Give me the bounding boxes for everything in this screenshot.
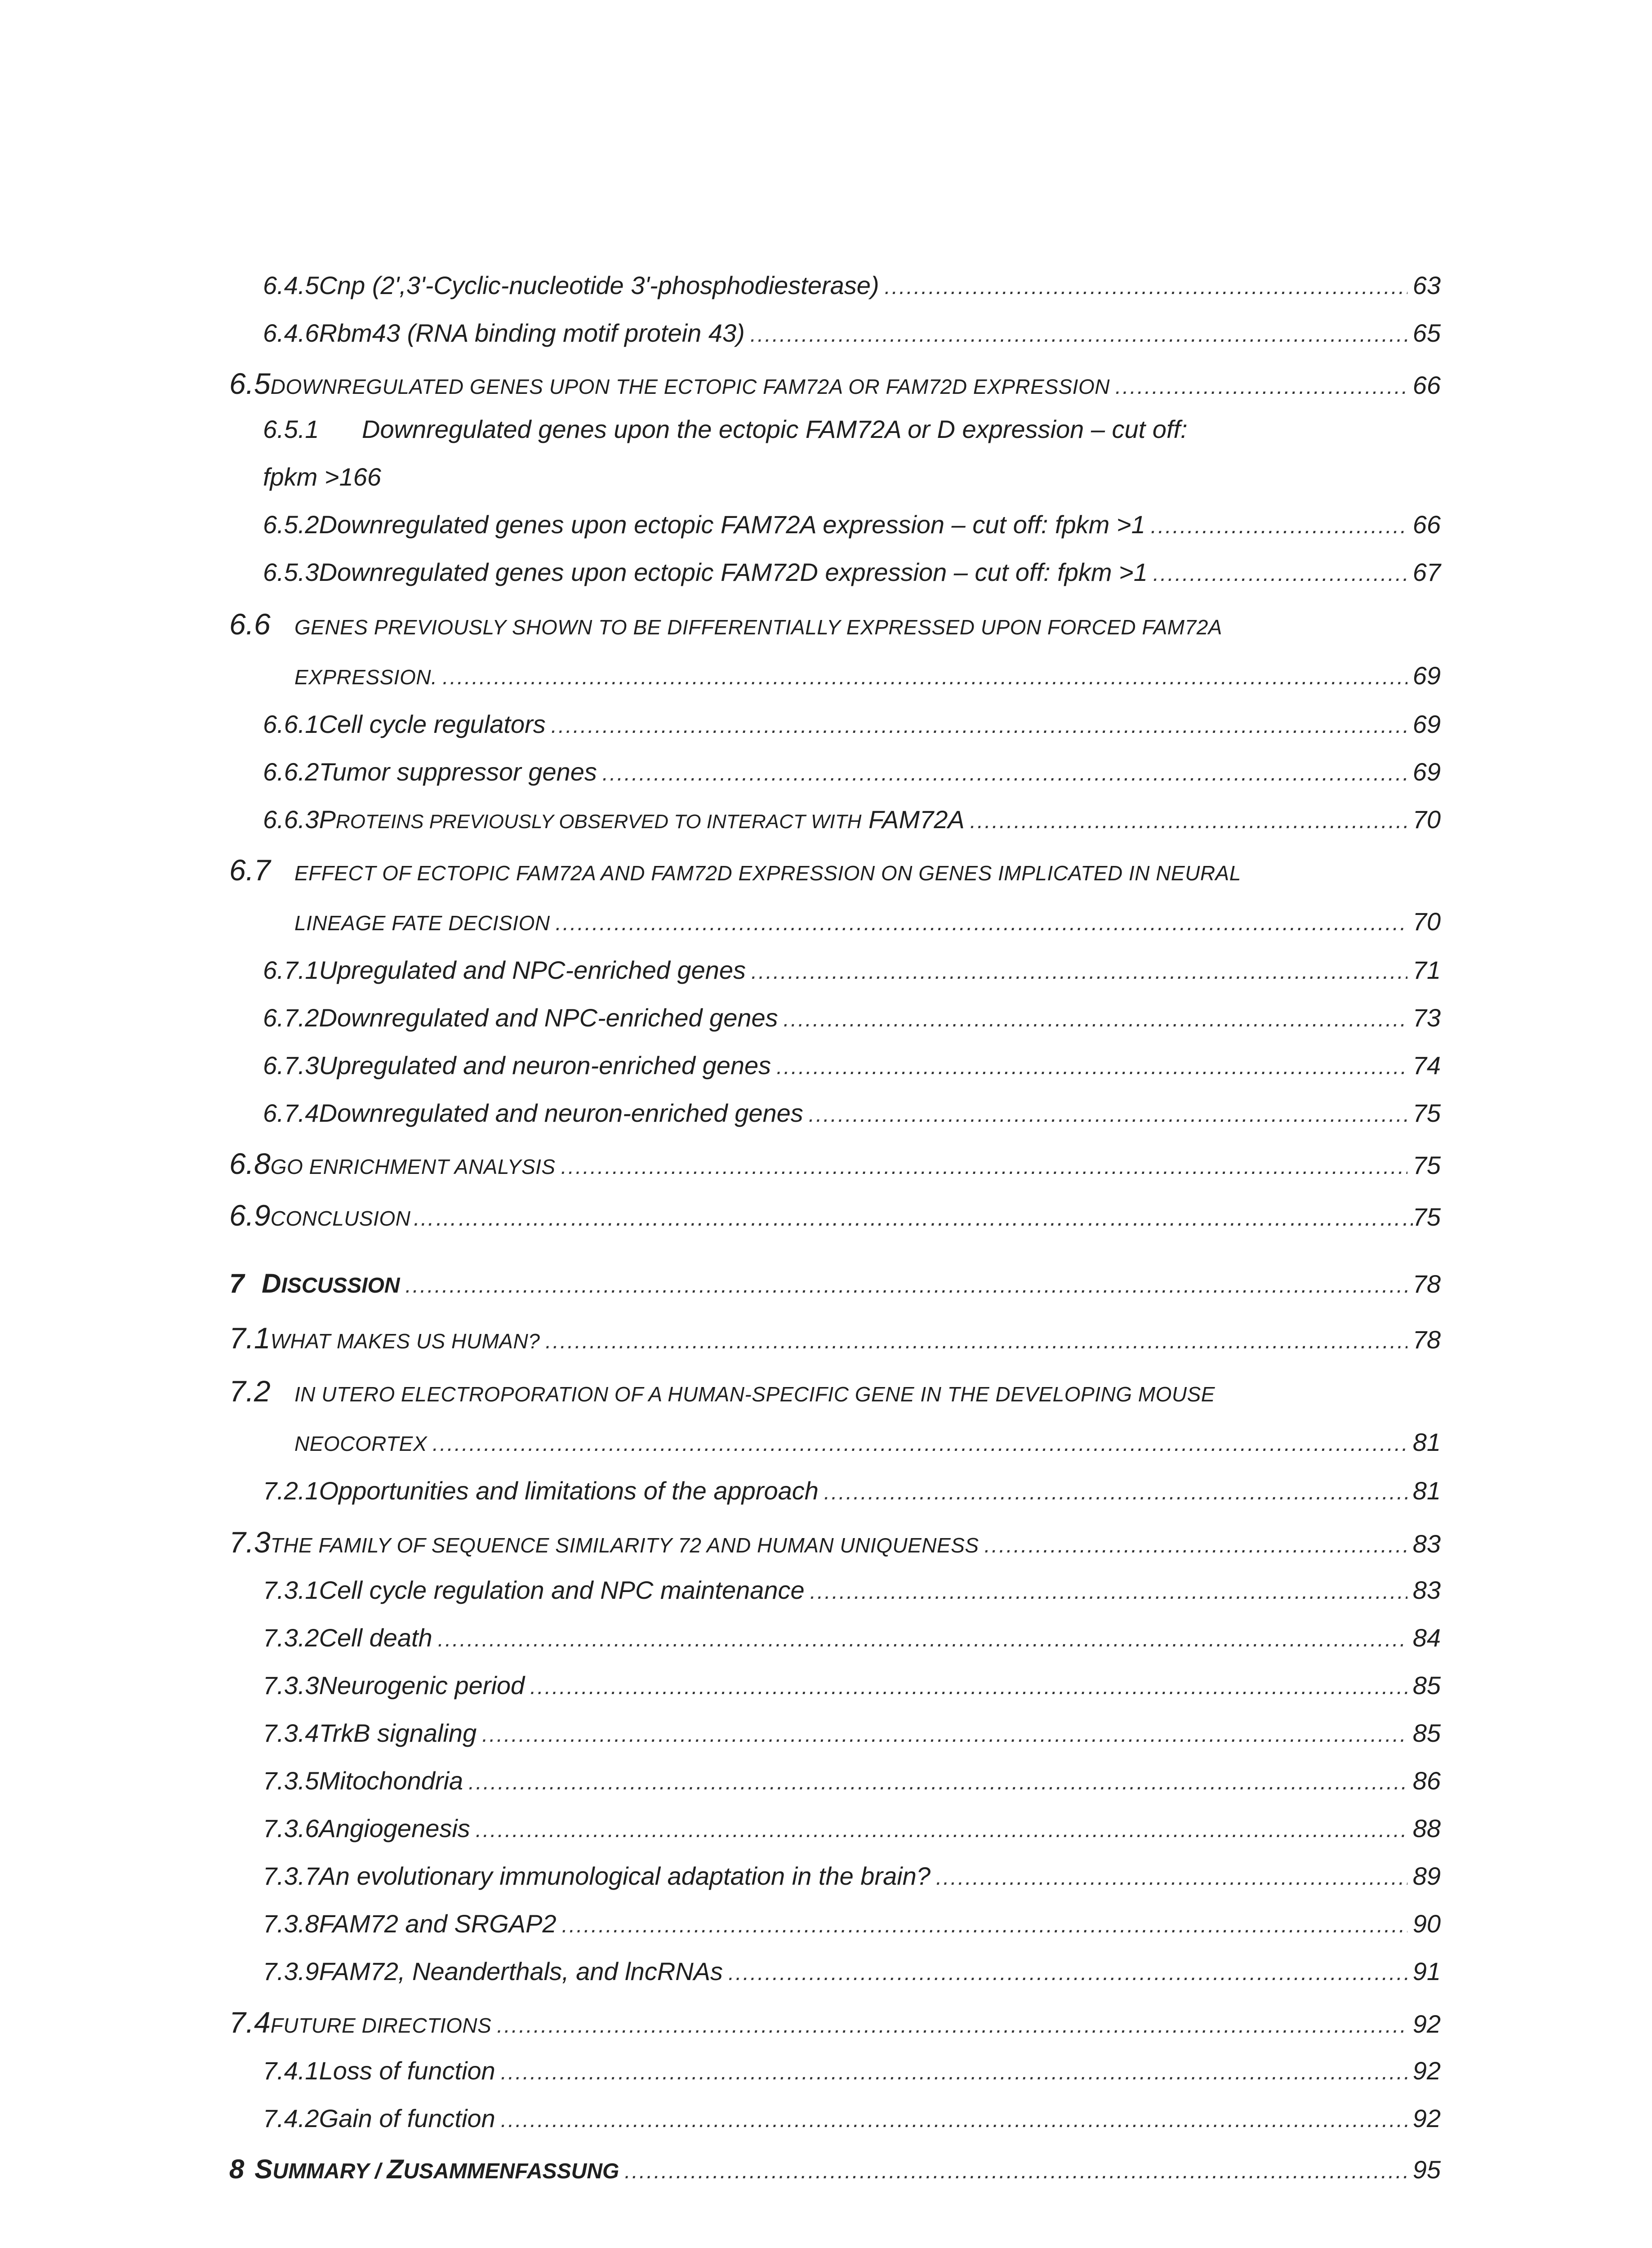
toc-entry-number: 7.2 [229,1374,271,1408]
toc-entry[interactable] [229,1525,1441,1559]
toc-entry[interactable] [263,1957,1441,1986]
toc-entry[interactable] [263,510,1441,539]
toc-entry-page: 69 [1412,661,1441,690]
dot-leader [970,809,1407,834]
toc-entry-number: 6.6 [229,607,271,641]
toc-entry-continuation [294,1427,1441,1457]
toc-entry-number: 7.4 [229,2006,271,2039]
toc-entry-page: 66 [1412,371,1441,399]
toc-entry-number: 6.7.4 [263,1099,319,1127]
toc-entry-number: 6.5.2 [263,510,319,539]
dot-leader [438,1627,1407,1652]
toc-chapter-title: DISCUSSION [262,1268,400,1298]
toc-entry-title: PROTEINS PREVIOUSLY OBSERVED TO INTERACT WITH FAM72A [319,805,965,834]
toc-entry[interactable] [263,805,1441,834]
toc-entry-title: Neurogenic period [319,1671,525,1699]
toc-entry[interactable] [229,366,1441,401]
toc-entry[interactable] [263,955,1441,985]
toc-entry[interactable] [263,271,1441,300]
toc-entry-page: 89 [1412,1862,1441,1890]
toc-entry-page: 69 [1412,710,1441,738]
toc-entry[interactable] [263,1623,1441,1652]
toc-entry-title: Mitochondria [319,1766,463,1795]
dot-leader [556,911,1407,936]
toc-entry[interactable] [263,1861,1441,1891]
dot-leader [501,2060,1407,2085]
dot-leader [442,665,1407,690]
toc-entry-page: 67 [1412,558,1441,586]
toc-entry-title: GENES PREVIOUSLY SHOWN TO BE DIFFERENTIALLY EXPRESSED UPON FORCED FAM72A [294,616,1222,639]
toc-entry-number: 7.3.9 [263,1957,319,1985]
toc-entry-title: WHAT MAKES US HUMAN? [270,1329,540,1353]
toc-entry-page: 70 [1412,907,1441,936]
toc-entry-page: 65 [1412,319,1441,347]
toc-entry-number: 7.3.4 [263,1719,319,1747]
dot-leader [405,1273,1407,1298]
toc-entry-number: 6.7.3 [263,1051,319,1079]
toc-entry-page: 75 [1412,1151,1441,1179]
dot-leader [1115,375,1407,399]
toc-entry-title: EFFECT OF ECTOPIC FAM72A AND FAM72D EXPRESSION ON GENES IMPLICATED IN NEURAL [294,861,1241,885]
toc-entry[interactable] [263,1718,1441,1748]
toc-entry-page: 85 [1412,1719,1441,1747]
toc-entry-page: 88 [1412,1814,1441,1842]
toc-entry-title: Opportunities and limitations of the approach [319,1476,819,1505]
dot-leader [728,1961,1407,1985]
toc-entry[interactable] [229,607,1222,641]
dot-leader [551,714,1407,738]
toc-entry-continuation [263,462,381,491]
dot-leader [784,1007,1407,1032]
toc-entry-page: 71 [1412,956,1441,984]
toc-entry-continuation [294,661,1441,690]
toc-entry[interactable] [263,558,1441,587]
toc-entry-title: Gain of function [319,2104,495,2132]
toc-entry-page: 92 [1412,2056,1441,2085]
toc-entry[interactable] [263,2104,1441,2133]
toc-entry[interactable] [263,2056,1441,2085]
toc-entry-number: 6.6.1 [263,710,319,738]
toc-entry-title: CONCLUSION [270,1207,411,1230]
toc-entry-number: 6.8 [229,1147,271,1180]
dot-leader [750,322,1407,347]
dot-leader [1151,514,1407,539]
toc-entry-page: 66 [353,463,382,491]
dot-leader [776,1055,1407,1079]
toc-entry-title: FUTURE DIRECTIONS [270,2014,492,2037]
toc-entry-title-continued: fpkm >1 [263,463,353,491]
toc-entry-number: 7.3 [229,1525,271,1559]
toc-entry-number: 6.9 [229,1199,271,1232]
dot-leader [468,1770,1407,1795]
toc-entry-number: 6.7.2 [263,1004,319,1032]
toc-entry-title: Tumor suppressor genes [319,758,597,786]
dot-leader [624,2159,1407,2184]
toc-entry-page: 90 [1412,1909,1441,1938]
toc-entry[interactable] [263,1671,1441,1700]
toc-entry-number: 7.1 [229,1321,271,1355]
toc-entry-page: 69 [1412,758,1441,786]
toc-entry[interactable] [263,1051,1441,1080]
dot-leader [482,1722,1407,1747]
toc-entry-title-continued: LINEAGE FATE DECISION [294,911,550,935]
toc-entry-page: 73 [1412,1004,1441,1032]
toc-entry-number: 7.3.3 [263,1671,319,1699]
toc-entry-page: 92 [1412,2104,1441,2132]
toc-entry-title: Downregulated genes upon the ectopic FAM72A or D expression – cut off: [362,415,1188,443]
toc-entry[interactable] [229,1374,1215,1408]
toc-entry-title: THE FAMILY OF SEQUENCE SIMILARITY 72 AND HUMAN UNIQUENESS [270,1534,979,1557]
toc-entry-title: Angiogenesis [319,1814,470,1842]
toc-entry-title: Cnp (2',3'-Cyclic-nucleotide 3'-phosphodiesterase) [319,271,879,299]
toc-entry[interactable] [263,1814,1441,1843]
toc-entry-page: 78 [1412,1325,1441,1354]
toc-entry[interactable] [263,1909,1441,1938]
toc-entry[interactable] [263,1575,1441,1605]
dot-leader [1153,562,1407,586]
toc-chapter-title: SUMMARY / ZUSAMMENFASSUNG [254,2154,619,2184]
toc-entry-title: TrkB signaling [319,1719,477,1747]
toc-entry[interactable] [229,2005,1441,2039]
toc-entry-title: Downregulated genes upon ectopic FAM72D expression – cut off: fpkm >1 [319,558,1148,586]
toc-entry-number: 6.5.1 [263,415,319,443]
toc-entry-number: 6.7.1 [263,956,319,984]
dot-leader [885,275,1407,299]
toc-entry-title-continued: EXPRESSION. [294,665,437,689]
toc-entry[interactable] [229,1146,1441,1181]
dot-leader [501,2108,1407,2132]
toc-entry-page: 63 [1412,271,1441,299]
toc-entry-title: Upregulated and NPC-enriched genes [319,956,746,984]
toc-entry-page: 91 [1412,1957,1441,1985]
toc-entry-number: 7.3.2 [263,1624,319,1652]
toc-entry[interactable] [229,1198,1441,1232]
toc-entry-number: 6.5.3 [263,558,319,586]
toc-entry[interactable] [263,757,1441,786]
toc-entry-title: Cell death [319,1624,432,1652]
toc-entry-title: FAM72 and SRGAP2 [319,1909,557,1938]
toc-chapter-number: 7 [229,1268,245,1298]
dot-leader [432,1432,1407,1456]
dot-leader [476,1818,1407,1842]
toc-entry-number: 7.4.1 [263,2056,319,2085]
toc-chapter-entry[interactable] [229,1268,1441,1299]
dot-leader [412,1205,1412,1231]
toc-entry-page: 85 [1412,1671,1441,1699]
toc-entry-page: 84 [1412,1624,1441,1652]
dot-leader [545,1329,1407,1354]
toc-entry-page: 83 [1412,1530,1441,1558]
dot-leader [936,1865,1407,1890]
toc-entry-number: 7.3.7 [263,1862,319,1890]
dot-leader [602,761,1407,786]
toc-entry-page: 70 [1412,805,1441,834]
toc-entry-title: GO ENRICHMENT ANALYSIS [270,1155,556,1178]
dot-leader [562,1913,1407,1938]
toc-entry-title: Rbm43 (RNA binding motif protein 43) [319,319,745,347]
toc-entry-page: 86 [1412,1766,1441,1795]
toc-entry-title-continued: NEOCORTEX [294,1432,427,1455]
toc-entry[interactable] [263,1003,1441,1032]
toc-entry[interactable] [229,853,1241,887]
dot-leader [751,959,1407,984]
toc-entry-page: 83 [1412,1576,1441,1604]
toc-entry-number: 6.5 [229,367,271,400]
toc-entry-title: FAM72, Neanderthals, and lncRNAs [319,1957,723,1985]
toc-entry-number: 6.4.5 [263,271,319,299]
toc-entry-number: 7.3.5 [263,1766,319,1795]
toc-entry-number: 7.3.6 [263,1814,319,1842]
toc-entry-title: IN UTERO ELECTROPORATION OF A HUMAN-SPECIFIC GENE IN THE DEVELOPING MOUSE [294,1383,1215,1406]
toc-entry-title: Upregulated and neuron-enriched genes [319,1051,771,1079]
toc-entry-page: 66 [1412,510,1441,539]
dot-leader [497,2013,1407,2038]
toc-entry-title: Downregulated and neuron-enriched genes [319,1099,803,1127]
dot-leader [561,1155,1407,1179]
toc-entry[interactable] [263,318,1441,348]
toc-entry-page: 95 [1412,2155,1441,2184]
toc-entry-number: 6.6.2 [263,758,319,786]
toc-chapter-entry[interactable] [229,2154,1441,2185]
toc-entry-page: 81 [1412,1476,1441,1505]
toc-entry[interactable] [263,709,1441,739]
dot-leader [824,1480,1407,1505]
toc-entry[interactable] [263,1098,1441,1128]
toc-entry-page: 81 [1412,1428,1441,1456]
toc-entry-number: 7.3.1 [263,1576,319,1604]
dot-leader [810,1579,1407,1604]
toc-entry-title: Cell cycle regulators [319,710,546,738]
toc-entry[interactable] [263,415,1188,444]
toc-entry-page: 75 [1412,1203,1441,1231]
toc-chapter-number: 8 [229,2154,245,2184]
toc-entry-page: 92 [1412,2010,1441,2038]
toc-entry-number: 6.7 [229,853,271,887]
toc-entry-page: 78 [1412,1270,1441,1298]
toc-entry-title: An evolutionary immunological adaptation in the brain? [319,1862,931,1890]
toc-entry-title: Downregulated genes upon ectopic FAM72A expression – cut off: fpkm >1 [319,510,1145,539]
toc-entry-page: 75 [1412,1099,1441,1127]
toc-entry[interactable] [263,1476,1441,1505]
dot-leader [530,1675,1407,1699]
toc-entry-number: 7.2.1 [263,1476,319,1505]
dot-leader [809,1102,1407,1127]
toc-entry-number: 7.4.2 [263,2104,319,2132]
toc-entry-title: Cell cycle regulation and NPC maintenance [319,1576,805,1604]
toc-entry-title: DOWNREGULATED GENES UPON THE ECTOPIC FAM72A OR FAM72D EXPRESSION [270,375,1110,398]
toc-entry-title: Loss of function [319,2056,495,2085]
toc-entry-page: 74 [1412,1051,1441,1079]
toc-entry-number: 6.6.3 [263,805,319,834]
toc-entry-title: Downregulated and NPC-enriched genes [319,1004,778,1032]
toc-entry[interactable] [229,1321,1441,1355]
dot-leader [984,1533,1407,1558]
toc-entry-number: 6.4.6 [263,319,319,347]
toc-entry[interactable] [263,1766,1441,1795]
toc-entry-number: 7.3.8 [263,1909,319,1938]
toc-entry-continuation [294,907,1441,936]
